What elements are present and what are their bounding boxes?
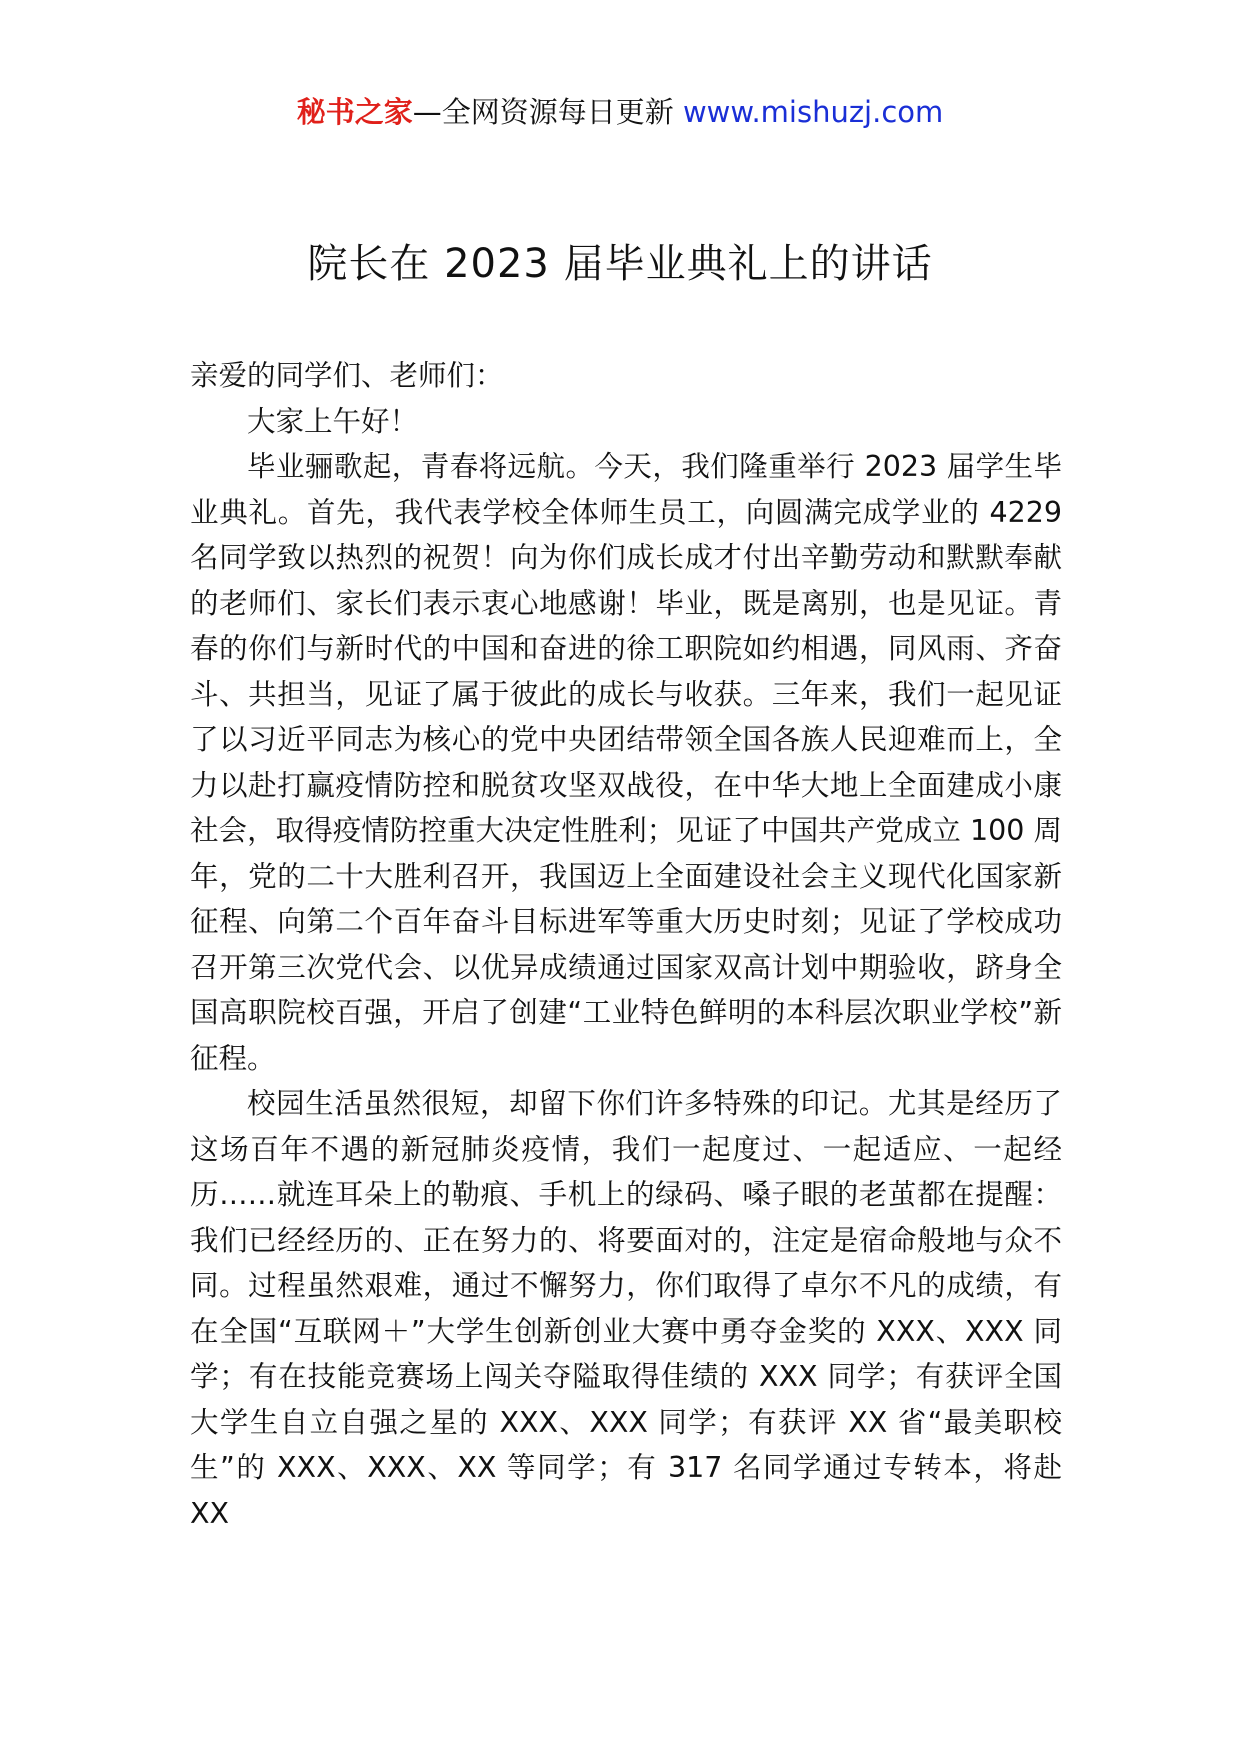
salutation: 亲爱的同学们、老师们： [190, 359, 504, 392]
greeting: 大家上午好！ [247, 404, 419, 438]
brand-name: 秘书之家 [296, 95, 413, 129]
site-url-link[interactable]: www.mishuzj.com [682, 95, 944, 129]
site-header [0, 92, 1240, 132]
paragraph-2: 校园生活虽然很短，却留下你们许多特殊的印记。尤其是经历了这场百年不遇的新冠肺炎疫情，我们一起度过、一起适应、一起经历……就连耳朵上的勒痕、手机上的绿码、嗓子眼的老茧都在提醒：我们已经经历的、正在努力的、将要面对的，注定是宿命般地与众不同。过程虽然艰难，通过不懈努力，你们取得了卓尔不凡的成绩，有在全国“互联网＋”大学生创新创业大赛中勇夺金奖的 XXX、XXX 同学；有在技能竞赛场上闯关夺隘取得佳绩的 XXX 同学；有获评全国大学生自立自强之星的 XXX、XXX 同学；有获评 XX 省“最美职校生”的 XXX、XXX、XX 等同学；有 317 名同学通过专转本，将赴 XX [190, 1087, 1062, 1530]
document-title: 院长在 2023 届毕业典礼上的讲话 [307, 241, 933, 287]
header-tagline: —全网资源每日更新 [412, 95, 683, 129]
document-body [190, 353, 1062, 1536]
paragraph-1: 毕业骊歌起，青春将远航。今天，我们隆重举行 2023 届学生毕业典礼。首先，我代表学校全体师生员工，向圆满完成学业的 4229 名同学致以热烈的祝贺！向为你们成长成才付出辛勤劳动和默默奉献的老师们、家长们表示衷心地感谢！毕业，既是离别，也是见证。青春的你们与新时代的中国和奋进的徐工职院如约相遇，同风雨、齐奋斗、共担当，见证了属于彼此的成长与收获。三年来，我们一起见证了以习近平同志为核心的党中央团结带领全国各族人民迎难而上，全力以赴打赢疫情防控和脱贫攻坚双战役，在中华大地上全面建成小康社会，取得疫情防控重大决定性胜利；见证了中国共产党成立 100 周年，党的二十大胜利召开，我国迈上全面建设社会主义现代化国家新征程、向第二个百年奋斗目标进军等重大历史时刻；见证了学校成功召开第三次党代会、以优异成绩通过国家双高计划中期验收，跻身全国高职院校百强，开启了创建“工业特色鲜明的本科层次职业学校”新征程。 [190, 450, 1062, 1075]
